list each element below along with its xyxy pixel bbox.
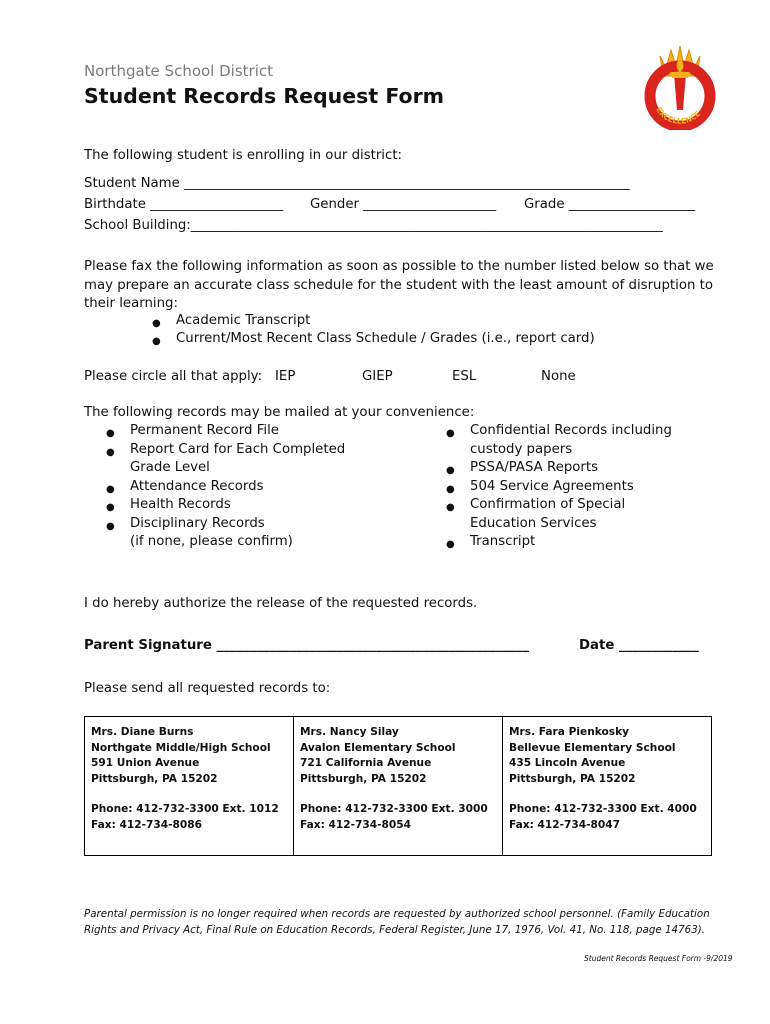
option-giep[interactable]: GIEP [362,369,393,384]
contact-name: Mrs. Diane Burns [91,726,194,738]
record-item: ● Report Card for Each Completed [106,442,346,458]
fax-item: ● Current/Most Recent Class Schedule / Grades (i.e., report card) [152,331,595,347]
gender-field[interactable]: Gender ____________________ [310,197,497,212]
record-item-continued: Education Services [470,516,597,531]
record-item: ● Transcript [446,534,536,550]
contact-school: Avalon Elementary School [300,741,456,754]
contact-city: Pittsburgh, PA 15202 [300,772,427,785]
record-item-continued: Grade Level [130,460,210,475]
contacts-table [84,716,712,856]
district-name: Northgate School District [84,62,273,80]
contact-city: Pittsburgh, PA 15202 [91,772,218,785]
birthdate-field[interactable]: Birthdate ____________________ [84,197,284,212]
option-iep[interactable]: IEP [275,369,296,384]
authorization-text: I do hereby authorize the release of the requested records. [84,596,478,611]
page-title: Student Records Request Form [84,84,445,108]
contact-phone: Phone: 412-732-3300 Ext. 1012 [91,803,279,815]
contact-street: 435 Lincoln Avenue [509,757,626,769]
option-esl[interactable]: ESL [452,369,477,384]
contact-fax: Fax: 412-734-8086 [91,818,203,831]
record-item: ● Confirmation of Special [446,497,626,513]
form-id: Student Records Request Form -9/2019 [584,954,733,963]
student-name-field[interactable]: Student Name ___________________________________________________________________ [84,176,630,191]
contact-cell [85,717,294,856]
record-item: ● 504 Service Agreements [446,479,634,495]
record-item: ● Health Records [106,497,231,513]
footnote: Parental permission is no longer required when records are requested by authorized school personnel. (Family Education Rights and Privacy Act, Final Rule on Education Records, Federal Register, June 17, 1976, Vol. 41, No. 118, page 14763). [84,908,710,936]
contact-phone: Phone: 412-732-3300 Ext. 3000 [300,803,488,815]
mail-records-intro: The following records may be mailed at your convenience: [84,405,475,420]
record-item-continued: custody papers [470,442,573,457]
contact-school: Bellevue Elementary School [509,741,676,754]
fax-item-label: Current/Most Recent Class Schedule / Grades (i.e., report card) [176,331,595,346]
contact-fax: Fax: 412-734-8054 [300,818,412,831]
contact-name: Mrs. Fara Pienkosky [509,726,630,738]
grade-field[interactable]: Grade ___________________ [524,197,696,212]
contact-cell [294,717,503,856]
record-item: ● Attendance Records [106,479,264,495]
contact-fax: Fax: 412-734-8047 [509,818,621,831]
fax-request-text: Please fax the following information as soon as possible to the number listed below so that we may prepare an accurate class schedule for the student with the least amount of disruption to their learning: [84,259,714,311]
contact-cell [503,717,712,856]
contact-street: 591 Union Avenue [91,757,200,769]
contact-name: Mrs. Nancy Silay [300,726,399,738]
circle-label: Please circle all that apply: [84,369,263,384]
date-field[interactable]: Date ____________ [579,638,699,653]
contact-city: Pittsburgh, PA 15202 [509,772,636,785]
option-none[interactable]: None [541,369,576,384]
send-to-text: Please send all requested records to: [84,681,331,696]
record-item-continued: (if none, please confirm) [130,534,293,549]
contact-phone: Phone: 412-732-3300 Ext. 4000 [509,803,697,815]
record-item: ● Permanent Record File [106,423,279,439]
record-item: ● Confidential Records including [446,423,672,439]
contact-school: Northgate Middle/High School [91,741,271,754]
fax-item: ● Academic Transcript [152,313,311,329]
contact-street: 721 California Avenue [300,757,432,769]
parent-signature-field[interactable]: Parent Signature _______________________________________________ [84,638,529,653]
school-building-field[interactable]: School Building:_______________________________________________________________________ [84,218,663,233]
record-item: ● PSSA/PASA Reports [446,460,599,476]
intro-text: The following student is enrolling in our district: [84,148,403,163]
logo-text: EXCELLENCE [654,105,703,126]
fax-item-label: Academic Transcript [176,313,311,328]
excellence-logo [640,44,720,130]
record-item: ● Disciplinary Records [106,516,265,532]
